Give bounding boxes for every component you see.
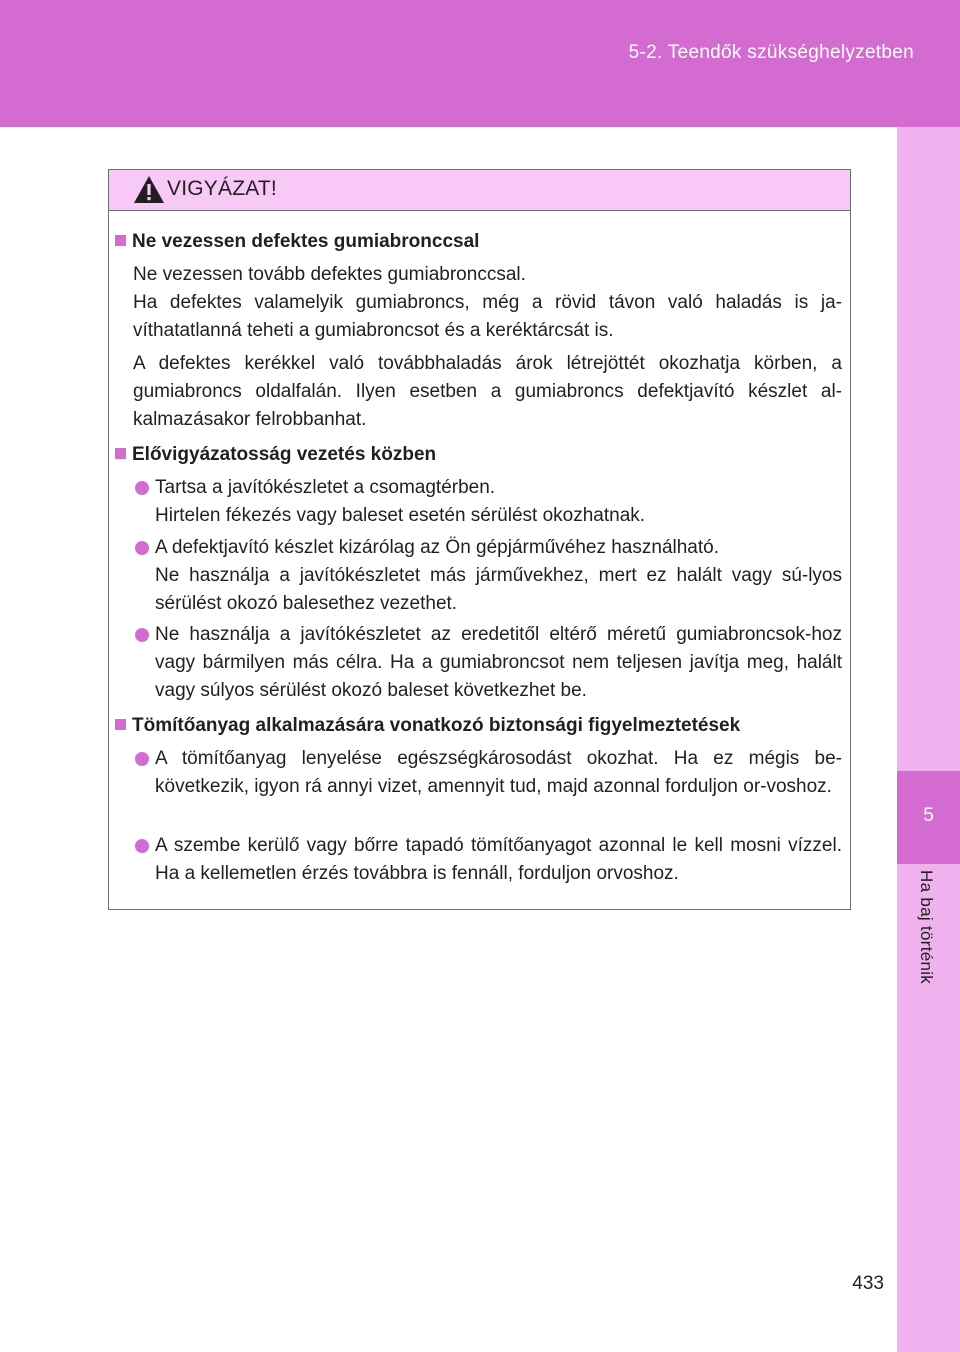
round-bullet-icon (135, 541, 149, 555)
section-title: 5-2. Teendők szükséghelyzetben (628, 42, 914, 63)
round-bullet-icon (135, 481, 149, 495)
section-heading: Tömítőanyag alkalmazására vonatkozó biztonsági figyelmeztetések (115, 713, 740, 739)
section-heading: Elővigyázatosság vezetés közben (115, 442, 436, 468)
bullet-item: A szembe kerülő vagy bőrre tapadó tömítőanyagot azonnal le kell mosni vízzel. Ha a kellemetlen érzés továbbra is fennáll, forduljon orvoshoz. (133, 832, 842, 888)
warning-triangle-icon (133, 175, 165, 204)
paragraph: A defektes kerékkel való továbbhaladás árok létrejöttét okozhatja körben, a gumiabroncs oldalfalán. Ilyen esetben a gumiabroncs defektjavító készlet al-kalmazásakor felrobbanhat. (133, 353, 842, 430)
square-bullet-icon (115, 235, 126, 246)
square-bullet-icon (115, 719, 126, 730)
round-bullet-icon (135, 628, 149, 642)
chapter-tab[interactable] (897, 771, 960, 864)
bullet-item: A tömítőanyag lenyelése egészségkárosodást okozhat. Ha ez mégis be-következik, igyon rá annyi vizet, amennyit tud, majd azonnal forduljon or-voshoz. (133, 745, 842, 801)
page-number: 433 (852, 1273, 884, 1294)
chapter-title: Ha baj történik (917, 870, 936, 985)
paragraph: Ne vezessen tovább defektes gumiabronccsal. Ha defektes valamelyik gumiabroncs, még a rövid távon való haladás is ja-víthatatlanná teheti a gumiabroncsot és a keréktárcsát is. (133, 264, 842, 341)
chapter-number: 5 (923, 805, 934, 826)
round-bullet-icon (135, 839, 149, 853)
bullet-item: Ne használja a javítókészletet az eredetitől eltérő méretű gumiabroncsok-hoz vagy bármilyen más célra. Ha a gumiabroncsot nem teljesen javítja meg, halált vagy súlyos sérülést okozó baleset következhet be. (133, 621, 842, 705)
section-heading: Ne vezessen defektes gumiabronccsal (115, 229, 479, 255)
square-bullet-icon (115, 448, 126, 459)
caution-title: VIGYÁZAT! (167, 177, 277, 200)
bullet-item: A defektjavító készlet kizárólag az Ön gépjárművéhez használható. Ne használja a javítókészletet más járművekhez, mert ez halált vagy sú-lyos sérülést okozó balesethez vezethet. (133, 534, 842, 618)
bullet-item: Tartsa a javítókészletet a csomagtérben. Hirtelen fékezés vagy baleset esetén sérülést okozhatnak. (133, 474, 842, 530)
header-band (0, 0, 960, 127)
caution-header (109, 170, 850, 211)
chapter-side-strip (897, 127, 960, 1352)
caution-box (108, 169, 851, 910)
round-bullet-icon (135, 752, 149, 766)
